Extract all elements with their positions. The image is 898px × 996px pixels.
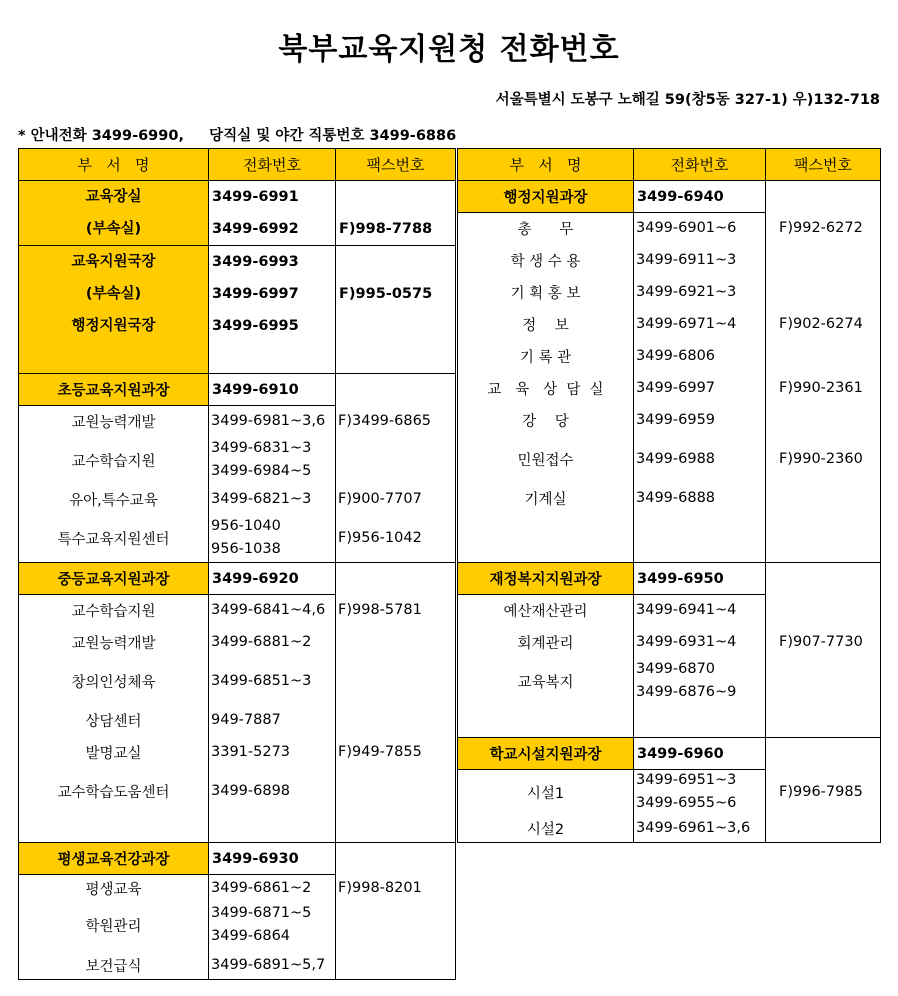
phone-number: 3499-6981~3,6 [211,413,326,429]
dept-label: 기 획 홍 보 [510,285,581,302]
dept-label: 기 록 관 [519,349,572,366]
dept-label: 교수학습지원 [71,453,156,470]
phone-number: 3499-6841~4,6 [211,602,326,618]
dept-label: 교육복지 [517,674,574,691]
phone-number: 3499-6984~5 [211,463,312,479]
section-lifelong-head: 평생교육건강과장 [18,842,209,875]
phone-number: 3499-6888 [636,490,716,506]
admin-head-phone: 3499-6940 [633,180,766,213]
phone-number: 3499-6992 [212,221,299,237]
phone-number: 3499-6991 [212,189,299,205]
section-directors [18,245,209,374]
header-fax-left: 팩스번호 [335,148,456,181]
dept-label: 학 생 수 용 [510,253,581,270]
dept-label: 평생교육 [85,881,142,898]
directors-fax [335,245,456,374]
phone-number: 3391-5273 [211,744,291,760]
lifelong-head-phone: 3499-6930 [208,842,336,875]
fax-number: F)996-7985 [779,784,863,800]
dept-label: 보건급식 [85,958,142,975]
phone-number: 3499-6988 [636,451,716,467]
header-phone-right: 전화번호 [633,148,766,181]
fax-number: F)956-1042 [338,530,422,546]
phone-number: 3499-6921~3 [636,284,737,300]
fax-number: F)900-7707 [338,491,422,507]
section-facilities-head: 학교시설지원과장 [457,737,634,770]
phone-number: 3499-6864 [211,928,291,944]
dept-label: 정 보 [522,317,569,334]
fax-number: F)992-6272 [779,220,863,236]
dept-label: 총 무 [517,221,574,238]
fax-number: F)3499-6865 [338,413,432,429]
phone-number: 3499-6961~3,6 [636,820,751,836]
phone-number: 3499-6997 [636,380,716,396]
page-title: 북부교육지원청 전화번호 [278,32,620,67]
dept-label: 행정지원국장 [71,318,156,334]
phone-number: 3499-6951~3 [636,772,737,788]
phone-number: 956-1038 [211,541,281,557]
phone-number-pair [208,902,336,948]
phone-number: 3499-6931~4 [636,634,737,650]
phone-number: 3499-6821~3 [211,491,312,507]
address-line: 서울특별시 도봉구 노해길 59(창5동 327-1) 우)132-718 [495,92,880,108]
phone-number-pair [633,769,766,815]
dept-label: 교수학습지원 [71,603,156,620]
phone-number: 3499-6993 [212,254,299,270]
fax-number: F)998-8201 [338,880,422,896]
dept-label: 교 육 상 담 실 [487,381,604,398]
section-finance-head: 재정복지지원과장 [457,562,634,595]
phone-number-pair [633,658,766,704]
dept-label: 시설1 [526,785,565,802]
phone-number: 3499-6806 [636,348,716,364]
phone-number-pair [208,437,336,483]
dept-label: 강 당 [522,413,569,430]
phone-number: 3499-6861~2 [211,880,312,896]
lifelong-fax-column [335,842,456,980]
dept-label: 교육지원국장 [71,254,156,270]
directors-phones [208,245,336,374]
phone-number: 3499-6955~6 [636,795,737,811]
dept-label: 학원관리 [85,918,142,935]
section-secondary-head: 중등교육지원과장 [18,562,209,595]
header-fax-right: 팩스번호 [765,148,881,181]
fax-number: F)902-6274 [779,316,863,332]
dept-label: 예산재산관리 [503,603,588,620]
fax-number: F)998-7788 [339,221,433,237]
secondary-head-phone: 3499-6920 [208,562,336,595]
fax-number: F)990-2360 [779,451,863,467]
phone-number: 3499-6997 [212,286,299,302]
fax-number: F)907-7730 [779,634,863,650]
dept-label: 교수학습도움센터 [57,784,170,801]
phone-number: 3499-6876~9 [636,684,737,700]
phone-number: 3499-6831~3 [211,440,312,456]
dept-label: 창의인성체육 [71,674,156,691]
elementary-head-phone: 3499-6910 [208,373,336,406]
dept-label: 기계실 [524,491,567,508]
phone-number: 3499-6901~6 [636,220,737,236]
phone-number: 3499-6971~4 [636,316,737,332]
phone-number: 3499-6870 [636,661,716,677]
fax-number: F)949-7855 [338,744,422,760]
phone-number: 956-1040 [211,518,281,534]
phone-number: 3499-6891~5,7 [211,957,326,973]
fax-number: F)995-0575 [339,286,433,302]
header-phone-left: 전화번호 [208,148,336,181]
dept-label: (부속실) [85,221,142,237]
phone-number: 3499-6881~2 [211,634,312,650]
dept-label: 특수교육지원센터 [57,531,170,548]
dept-label: 교원능력개발 [71,414,156,431]
dept-label: 발명교실 [85,745,142,762]
section-elementary-head: 초등교육지원과장 [18,373,209,406]
dept-label: 시설2 [526,821,565,838]
dept-label: 회계관리 [517,635,574,652]
phone-number: 3499-6898 [211,783,291,799]
fax-number: F)998-5781 [338,602,422,618]
phone-number: 3499-6941~4 [636,602,737,618]
phone-number: 3499-6871~5 [211,905,312,921]
finance-head-phone: 3499-6950 [633,562,766,595]
dept-label: 교원능력개발 [71,635,156,652]
facilities-head-phone: 3499-6960 [633,737,766,770]
superintendent-fax [335,180,456,246]
section-admin-head: 행정지원과장 [457,180,634,213]
phone-number: 3499-6959 [636,412,716,428]
phone-number-pair [208,515,336,561]
header-dept-right: 부 서 명 [457,148,634,181]
phone-number: 3499-6995 [212,318,299,334]
dept-label: (부속실) [85,286,142,302]
phone-number: 949-7887 [211,712,281,728]
phone-number: 3499-6851~3 [211,673,312,689]
dept-label: 상담센터 [85,713,142,730]
section-superintendent [18,180,209,246]
header-dept-left: 부 서 명 [18,148,209,181]
dept-label: 유아,특수교육 [69,492,158,509]
notice-line: * 안내전화 3499-6990, 당직실 및 야간 직통번호 3499-6886 [18,128,457,144]
dept-label: 민원접수 [517,452,574,469]
fax-number: F)990-2361 [779,380,863,396]
dept-label: 교육장실 [85,189,142,205]
superintendent-phones [208,180,336,246]
phone-number: 3499-6911~3 [636,252,737,268]
